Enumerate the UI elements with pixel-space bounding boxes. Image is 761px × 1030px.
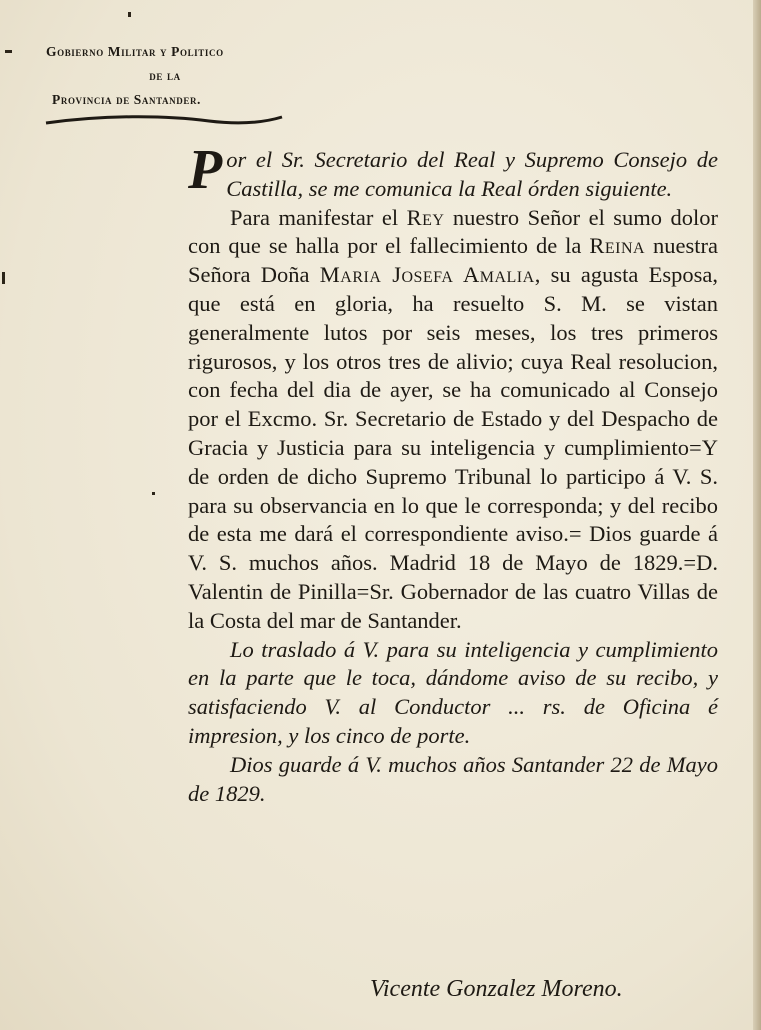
issuing-office-header bbox=[40, 40, 290, 112]
royal-order-text-b: nuestro Señor el sumo dolor con que se halla por el fallecimiento de la bbox=[188, 204, 719, 259]
header-line-1: Gobierno Militar y Politico bbox=[46, 44, 224, 59]
royal-order-paragraph bbox=[188, 204, 718, 636]
letter-body bbox=[188, 139, 719, 808]
ink-mark bbox=[2, 272, 5, 284]
ink-mark bbox=[5, 50, 12, 53]
opening-text: or el Sr. Secretario del Real y Supremo Consejo de Castilla, se me comunica la Real órden siguiente. bbox=[226, 147, 718, 201]
header-line-2: de la bbox=[149, 68, 181, 83]
drop-cap: P bbox=[188, 139, 223, 201]
closing-paragraph: Dios guarde á V. muchos años Santander 22 de Mayo de 1829. bbox=[188, 751, 718, 806]
header-line-3: Provincia de Santander. bbox=[52, 92, 202, 107]
ink-mark bbox=[152, 492, 155, 495]
ink-mark bbox=[128, 12, 131, 17]
opening-paragraph bbox=[188, 139, 718, 204]
page-edge bbox=[753, 0, 761, 1030]
rey-word: Rey bbox=[406, 204, 445, 230]
royal-order-text-c: nuestra Señora Doña bbox=[188, 233, 718, 288]
signature: Vicente Gonzalez Moreno. bbox=[370, 976, 623, 1002]
royal-order-text-d: , su agusta Esposa, que está en gloria, ha resuelto S. M. se vistan generalmente lutos por seis meses, los tres primeros rigurosos, y los otros tres de alivio; cuya Real resolucion, con fecha del dia de ayer, se ha comunicado al Consejo por el Excmo. Sr. Secretario de Estado y del Despacho de Gracia y Justicia para su inteligencia y cumplimiento=Y de orden de dicho Supremo Tribunal lo participo á V. S. para su observancia en lo que le corresponda; y del recibo de esta me dará el correspondiente aviso.= Dios guarde á V. S. muchos años. Madrid 18 de Mayo de 1829.=D. Valentin de Pinilla=Sr. Gobernador de las cuatro Villas de la Costa del mar de Santander. bbox=[188, 262, 719, 633]
royal-order-text-a: Para manifestar el bbox=[230, 204, 407, 230]
reina-word: Reina bbox=[589, 233, 646, 259]
transfer-paragraph: Lo traslado á V. para su inteligencia y cumplimiento en la parte que le toca, dándome aviso de su recibo, y satisfaciendo V. al Conductor ... rs. de Oficina é impresion, y los cinco de porte. bbox=[188, 636, 718, 748]
queen-name: Maria Josefa Amalia bbox=[319, 262, 535, 288]
header-flourish bbox=[44, 111, 284, 129]
